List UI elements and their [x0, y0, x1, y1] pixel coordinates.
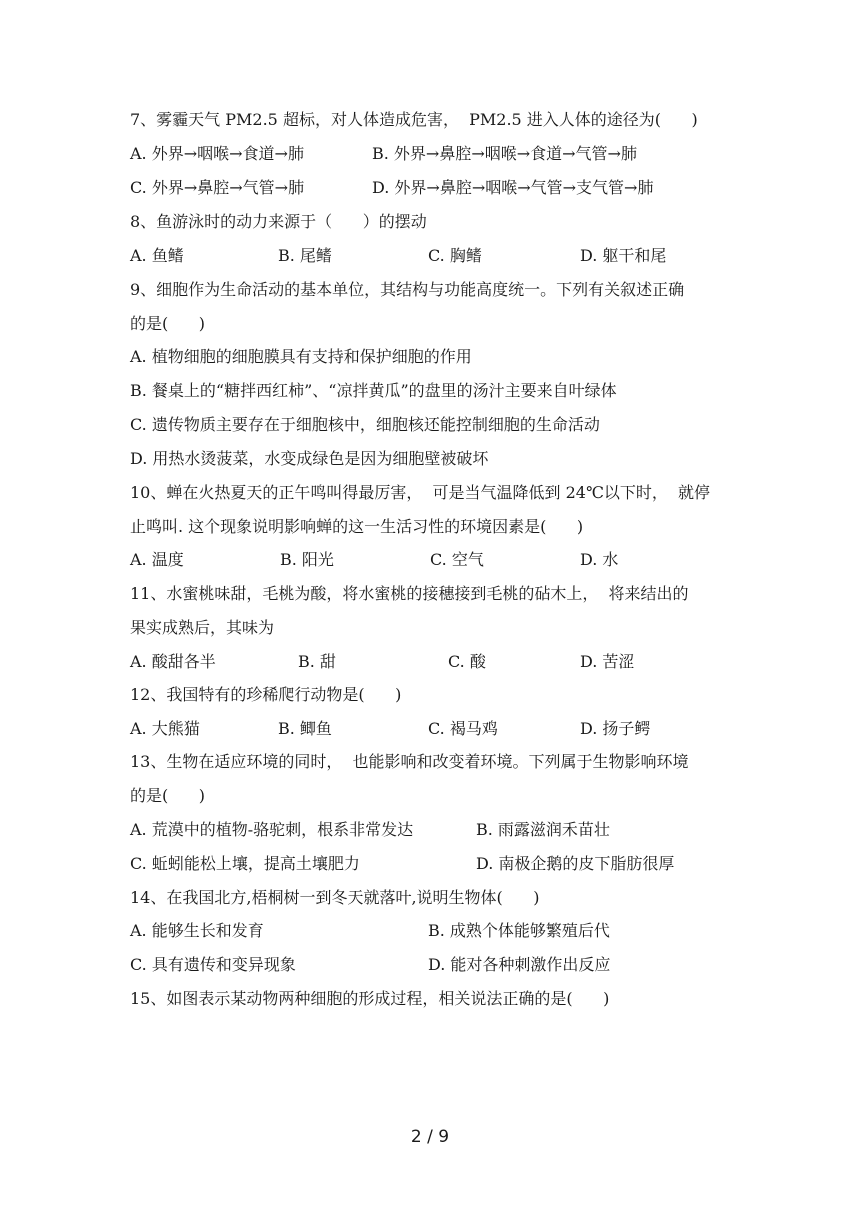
q12-option-b: B. 鲫鱼 [278, 719, 332, 738]
q14-stem: 14、在我国北方,梧桐树一到冬天就落叶,说明生物体( ) [130, 888, 540, 907]
q13-stem-line2: 的是( ) [130, 786, 206, 805]
q14-option-d: D. 能对各种刺激作出反应 [428, 955, 611, 974]
q10-option-d: D. 水 [580, 550, 619, 569]
q7-option-b: B. 外界→鼻腔→咽喉→食道→气管→肺 [372, 144, 637, 163]
q11-option-a: A. 酸甜各半 [130, 652, 216, 671]
q8-stem: 8、鱼游泳时的动力来源于（ ）的摆动 [130, 212, 427, 231]
q15-stem: 15、如图表示某动物两种细胞的形成过程，相关说法正确的是( ) [130, 989, 610, 1008]
q8-option-b: B. 尾鳍 [278, 246, 332, 265]
q9-option-b: B. 餐桌上的“糖拌西红柿”、“凉拌黄瓜”的盘里的汤汁主要来自叶绿体 [130, 381, 617, 400]
q14-option-c: C. 具有遗传和变异现象 [130, 955, 296, 974]
q10-stem-line1: 10、蝉在火热夏天的正午鸣叫得最厉害， 可是当气温降低到 24℃以下时， 就停 [130, 483, 711, 502]
q9-stem-line1: 9、细胞作为生命活动的基本单位，其结构与功能高度统一。下列有关叙述正确 [130, 280, 685, 299]
q13-option-b: B. 雨露滋润禾苗壮 [476, 820, 610, 839]
q8-option-a: A. 鱼鳍 [130, 246, 184, 265]
q11-stem-line1: 11、水蜜桃味甜，毛桃为酸，将水蜜桃的接穗接到毛桃的砧木上， 将来结出的 [130, 584, 689, 603]
q7-option-a: A. 外界→咽喉→食道→肺 [130, 144, 304, 163]
q13-stem-line1: 13、生物在适应环境的同时， 也能影响和改变着环境。下列属于生物影响环境 [130, 752, 689, 771]
q10-option-c: C. 空气 [430, 550, 484, 569]
q8-option-c: C. 胸鳍 [428, 246, 482, 265]
q10-option-a: A. 温度 [130, 550, 184, 569]
q10-stem-line2: 止鸣叫. 这个现象说明影响蝉的这一生活习性的环境因素是( ) [130, 517, 584, 536]
q9-option-d: D. 用热水烫菠菜，水变成绿色是因为细胞壁被破坏 [130, 449, 489, 468]
q13-option-a: A. 荒漠中的植物-骆驼刺，根系非常发达 [130, 820, 414, 839]
q13-option-c: C. 蚯蚓能松上壤，提高土壤肥力 [130, 854, 360, 873]
q14-option-a: A. 能够生长和发育 [130, 921, 264, 940]
q10-option-b: B. 阳光 [280, 550, 334, 569]
q12-option-d: D. 扬子鳄 [580, 719, 651, 738]
q9-stem-line2: 的是( ) [130, 314, 206, 333]
q13-option-d: D. 南极企鹅的皮下脂肪很厚 [476, 854, 675, 873]
page-number: 2 / 9 [410, 1127, 450, 1147]
q11-option-c: C. 酸 [448, 652, 486, 671]
q7-option-c: C. 外界→鼻腔→气管→肺 [130, 178, 305, 197]
q12-option-a: A. 大熊猫 [130, 719, 200, 738]
q11-stem-line2: 果实成熟后，其味为 [130, 618, 275, 637]
q12-option-c: C. 褐马鸡 [428, 719, 498, 738]
q7-stem: 7、雾霾天气 PM2.5 超标，对人体造成危害， PM2.5 进入人体的途径为( ) [130, 110, 698, 129]
q11-option-d: D. 苦涩 [580, 652, 635, 671]
q12-stem: 12、我国特有的珍稀爬行动物是( ) [130, 685, 402, 704]
q7-option-d: D. 外界→鼻腔→咽喉→气管→支气管→肺 [372, 178, 654, 197]
q11-option-b: B. 甜 [298, 652, 336, 671]
q9-option-a: A. 植物细胞的细胞膜具有支持和保护细胞的作用 [130, 347, 472, 366]
q9-option-c: C. 遗传物质主要存在于细胞核中，细胞核还能控制细胞的生命活动 [130, 415, 600, 434]
q14-option-b: B. 成熟个体能够繁殖后代 [428, 921, 610, 940]
q8-option-d: D. 躯干和尾 [580, 246, 667, 265]
